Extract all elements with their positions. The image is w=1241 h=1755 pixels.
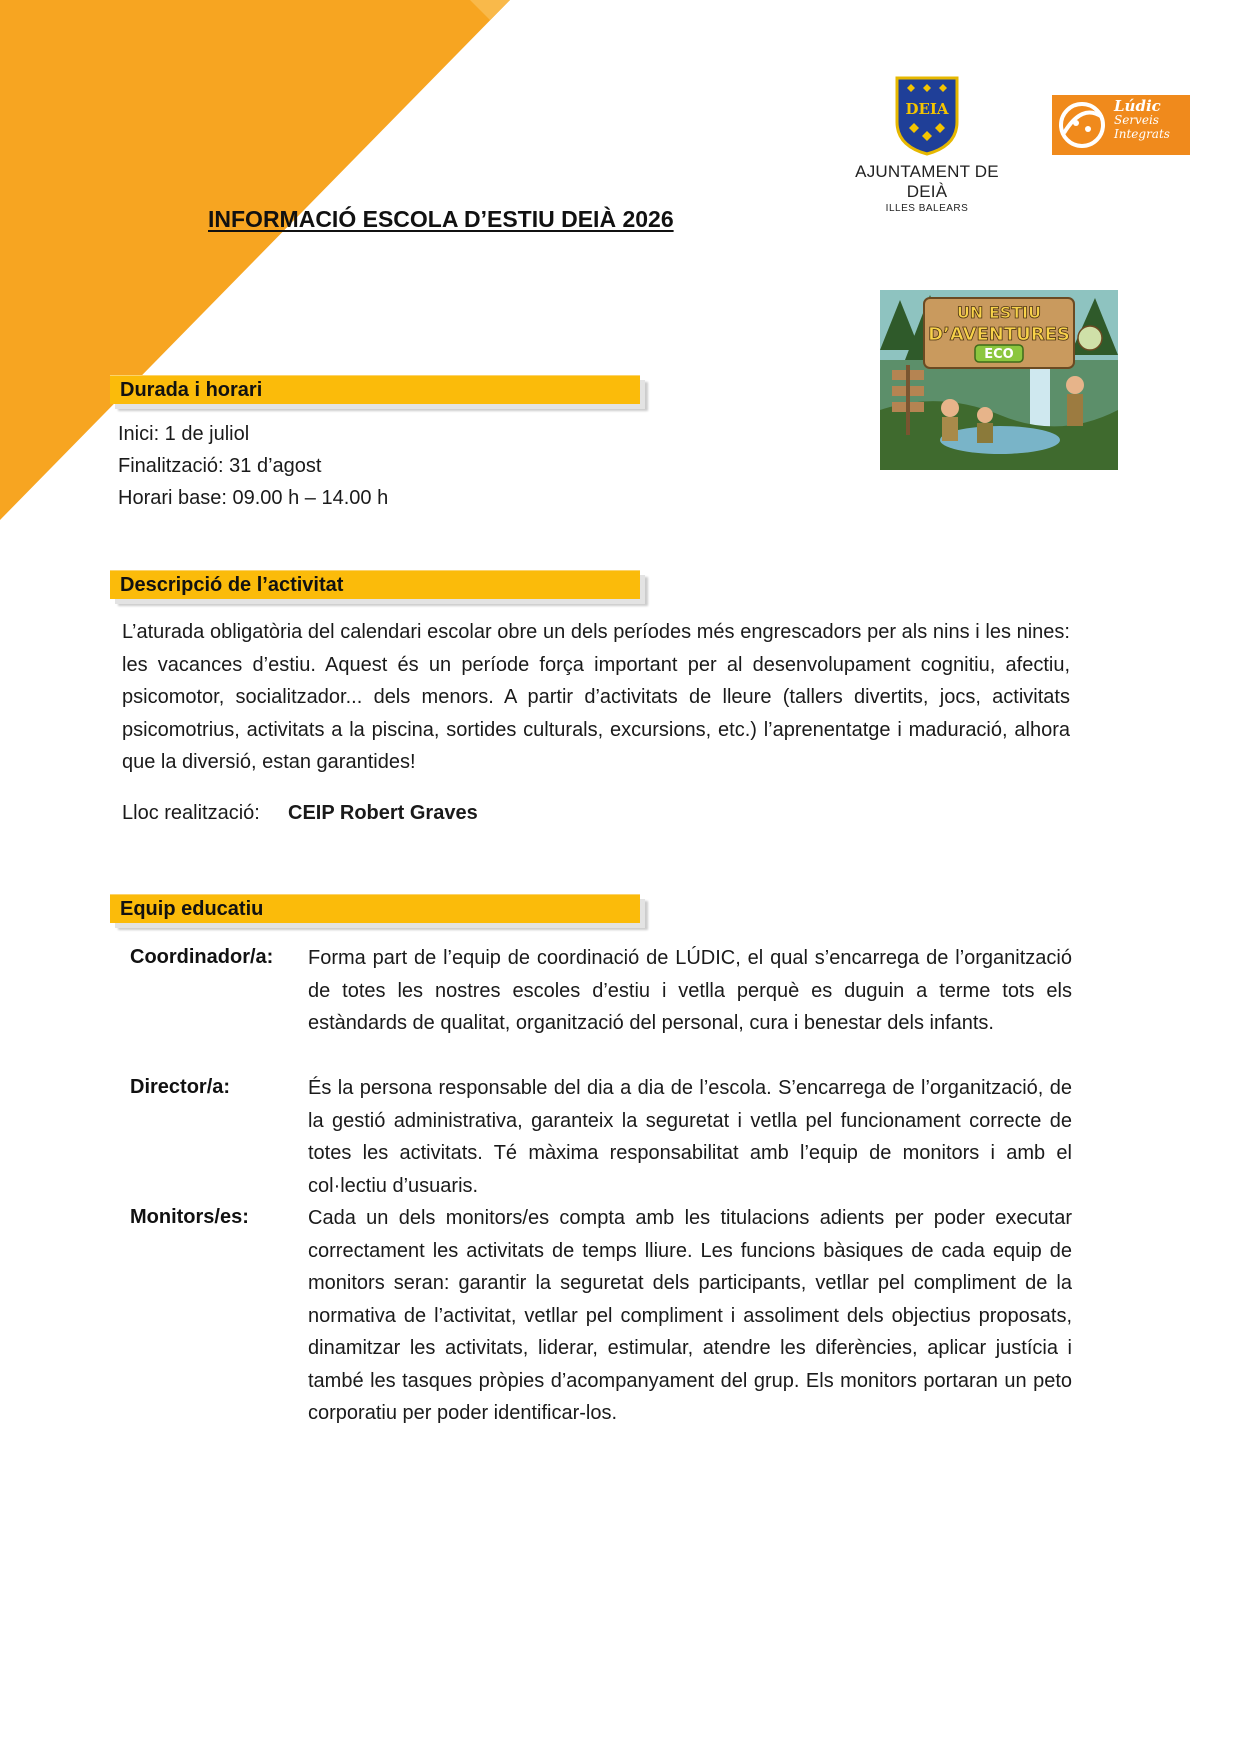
poster-title-line3: ECO: [984, 347, 1014, 362]
poster-title-line1: UN ESTIU: [956, 303, 1042, 322]
lloc-realitzacio: [122, 802, 478, 825]
deia-shield-icon: [895, 76, 959, 156]
durada-finalitzacio: Finalització: 31 d’agost: [118, 455, 322, 477]
ludic-logo: [1052, 95, 1190, 155]
deia-logo-subtitle: ILLES BALEARS: [885, 203, 969, 214]
team-text-monitors: Cada un dels monitors/es compta amb les titulacions adients per poder executar correctament les activitats de temps lliure. Les funcions bàsiques de cada equip de monitors seran: garantir la seguretat dels participants, vetllar pel compliment de la normativa de l’activitat, vetllar pel compliment i assoliment dels objectius proposats, dinamitzar les activitats, liderar, estimular, atendre les diferències, aplicar justícia i també les tasques pròpies d’acompanyament del grup. Els monitors portaran un peto corporatiu per poder identificar-los.: [308, 1207, 1072, 1424]
section-heading-equip: [110, 894, 640, 923]
page-title: INFORMACIÓ ESCOLA D’ESTIU DEIÀ 2026: [208, 206, 674, 232]
team-text-director: És la persona responsable del dia a dia de l’escola. S’encarrega de l’organització, de la gestió administrativa, garanteix la seguretat i vetlla pel funcionament correcte de totes les activitats. Té màxima responsabilitat amb l’equip de monitors i amb el col·lectiu d’usuaris.: [308, 1077, 1072, 1197]
ludic-logo-line3: Integrats: [1114, 127, 1170, 141]
ludic-logo-line1: Lúdic: [1114, 97, 1161, 115]
team-text-coordinador: Forma part de l’equip de coordinació de LÚDIC, el qual s’encarrega de l’organització de totes les nostres escoles d’estiu i vetlla perquè es duguin a terme tots els estàndards de qualitat, organització del personal, cura i benestar dels infants.: [308, 947, 1072, 1034]
section-heading-descripcio-label: Descripció de l’activitat: [120, 574, 344, 596]
ludic-face-icon: [1052, 95, 1112, 155]
ludic-logo-line2: Serveis: [1114, 113, 1159, 127]
team-label-director: Director/a:: [130, 1076, 231, 1098]
header-logos: [842, 76, 1202, 214]
section-heading-durada: [110, 375, 640, 404]
durada-horari: Horari base: 09.00 h – 14.00 h: [118, 487, 389, 509]
ludic-logo-text: [1114, 99, 1170, 141]
decorative-corner-triangle: [0, 0, 510, 520]
section-heading-durada-label: Durada i horari: [120, 379, 263, 401]
section-heading-equip-label: Equip educatiu: [120, 898, 264, 920]
lloc-realitzacio-value: CEIP Robert Graves: [288, 802, 478, 824]
section-heading-descripcio: [110, 570, 640, 599]
summer-adventure-poster-image: [880, 290, 1118, 470]
descripcio-text: L’aturada obligatòria del calendari escolar obre un dels períodes més engrescadors per als nins i les nines: les vacances d’estiu. Aquest és un període força important per al desenvolupament cognitiu, afectiu, psicomotor, socialitzador... dels menors. A partir d’activitats de lleure (tallers divertits, jocs, activitats psicomotrius, activitats a la piscina, sortides culturals, excursions, etc.) l’aprenentatge i maduració, alhora que la diversió, estan garantides!: [122, 621, 1070, 773]
lloc-realitzacio-label: Lloc realització:: [122, 802, 260, 824]
ajuntament-deia-logo: [842, 76, 1012, 214]
team-label-coordinador: Coordinador/a:: [130, 946, 274, 968]
poster-title-line2: D’AVENTURES: [928, 324, 1070, 345]
durada-inici: Inici: 1 de juliol: [118, 423, 250, 445]
deia-logo-name: AJUNTAMENT DE DEIÀ: [855, 162, 999, 201]
team-label-monitors: Monitors/es:: [130, 1206, 249, 1228]
deia-shield-text: DEIA: [905, 100, 949, 118]
poster-illustration: [880, 290, 1118, 470]
